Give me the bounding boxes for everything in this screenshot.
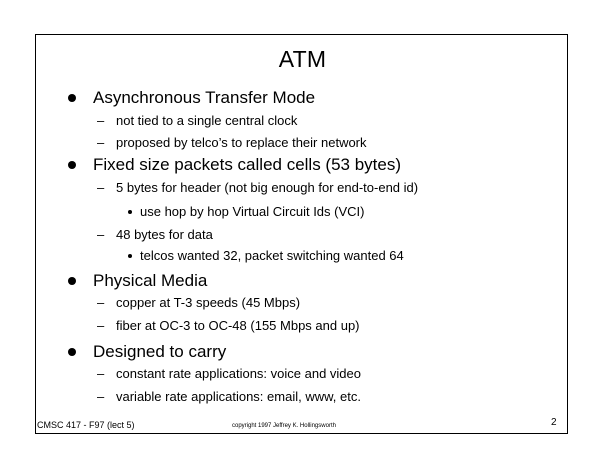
small-dot-icon xyxy=(128,254,132,258)
dash-icon: – xyxy=(97,180,105,195)
small-dot-icon xyxy=(128,210,132,214)
bullet-dot-icon xyxy=(68,161,76,169)
footer-course: CMSC 417 - F97 (lect 5) xyxy=(37,420,135,430)
bullet-fixed-size-packets xyxy=(93,155,401,175)
sub-bullet xyxy=(97,389,361,404)
bullet-text: Asynchronous Transfer Mode xyxy=(93,88,316,107)
sub-bullet-text: fiber at OC-3 to OC-48 (155 Mbps and up) xyxy=(116,318,360,333)
sub-sub-bullet-text: telcos wanted 32, packet switching wanted 64 xyxy=(140,248,404,263)
bullet-text: Fixed size packets called cells (53 bytes) xyxy=(93,155,402,174)
sub-bullet xyxy=(97,180,419,195)
dash-icon: – xyxy=(97,113,105,128)
sub-sub-bullet xyxy=(140,248,404,263)
dash-icon: – xyxy=(97,227,105,242)
sub-bullet xyxy=(97,135,367,150)
dash-icon: – xyxy=(97,135,105,150)
sub-bullet-text: constant rate applications: voice and video xyxy=(116,366,361,381)
dash-icon: – xyxy=(97,366,105,381)
sub-bullet xyxy=(97,227,213,242)
dash-icon: – xyxy=(97,389,105,404)
sub-bullet-text: copper at T-3 speeds (45 Mbps) xyxy=(116,295,301,310)
bullet-text: Physical Media xyxy=(93,271,208,290)
sub-bullet xyxy=(97,318,360,333)
sub-bullet-text: not tied to a single central clock xyxy=(116,113,298,128)
bullet-dot-icon xyxy=(68,94,76,102)
sub-bullet-text: 48 bytes for data xyxy=(116,227,213,242)
sub-sub-bullet xyxy=(140,204,364,219)
sub-bullet-text: 5 bytes for header (not big enough for end-to-end id) xyxy=(116,180,419,195)
bullet-dot-icon xyxy=(68,277,76,285)
sub-bullet xyxy=(97,295,301,310)
sub-bullet xyxy=(97,366,361,381)
slide-title: ATM xyxy=(278,46,327,72)
bullet-designed-to-carry xyxy=(93,342,226,362)
sub-bullet-text: proposed by telco’s to replace their network xyxy=(116,135,367,150)
bullet-dot-icon xyxy=(68,348,76,356)
dash-icon: – xyxy=(97,295,105,310)
bullet-physical-media xyxy=(93,271,207,291)
sub-sub-bullet-text: use hop by hop Virtual Circuit Ids (VCI) xyxy=(140,204,365,219)
footer-copyright: copyright 1997 Jeffrey K. Hollingsworth xyxy=(232,423,336,429)
dash-icon: – xyxy=(97,318,105,333)
bullet-text: Designed to carry xyxy=(93,342,227,361)
page-number: 2 xyxy=(551,417,557,428)
bullet-asynchronous-transfer-mode xyxy=(93,88,315,108)
sub-bullet xyxy=(97,113,298,128)
sub-bullet-text: variable rate applications: email, www, etc. xyxy=(116,389,361,404)
